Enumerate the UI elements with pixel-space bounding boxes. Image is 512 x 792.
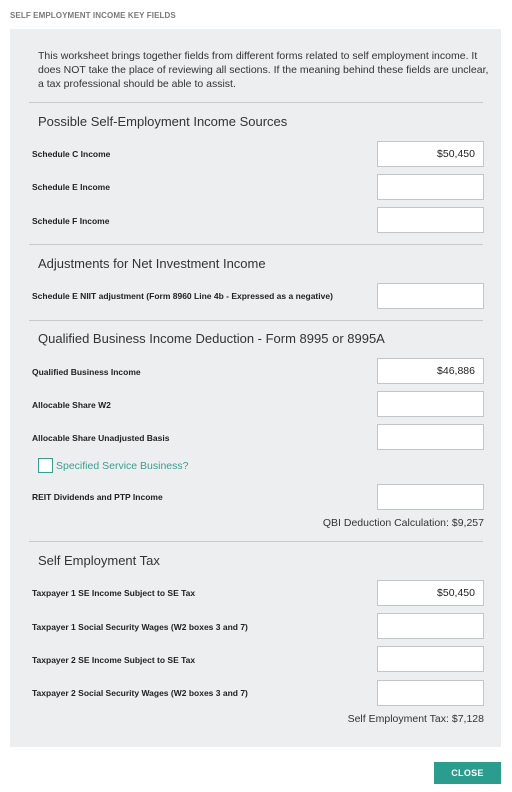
section-title-niit: Adjustments for Net Investment Income	[38, 256, 266, 271]
specified-service-business-checkbox[interactable]	[38, 458, 53, 473]
specified-service-business-label[interactable]: Specified Service Business?	[56, 459, 189, 472]
schedule-e-income-label: Schedule E Income	[32, 182, 110, 192]
niit-adjustment-input[interactable]	[377, 283, 484, 309]
section-title-qbi: Qualified Business Income Deduction - Form 8995 or 8995A	[38, 331, 385, 346]
section-title-income-sources: Possible Self-Employment Income Sources	[38, 114, 288, 129]
qbi-deduction-calculation	[323, 517, 484, 529]
qbi-label: Qualified Business Income	[32, 367, 141, 377]
tp2-se-income-label: Taxpayer 2 SE Income Subject to SE Tax	[32, 655, 196, 665]
se-tax-value: $7,128	[451, 713, 484, 725]
reit-dividends-input[interactable]	[377, 484, 484, 510]
allocable-share-basis-input[interactable]	[377, 424, 484, 450]
schedule-c-income-label: Schedule C Income	[32, 149, 111, 159]
schedule-f-income-input[interactable]	[377, 207, 484, 233]
schedule-c-income-input[interactable]: $50,450	[377, 141, 484, 167]
self-employment-tax-calculation	[348, 713, 484, 725]
close-button[interactable]: CLOSE	[434, 762, 501, 784]
niit-adjustment-label: Schedule E NIIT adjustment (Form 8960 Line 4b - Expressed as a negative)	[32, 291, 333, 301]
tp2-ss-wages-input[interactable]	[377, 680, 484, 706]
tp1-ss-wages-label: Taxpayer 1 Social Security Wages (W2 boxes 3 and 7)	[32, 622, 248, 632]
qbi-calc-label: QBI Deduction Calculation:	[322, 517, 449, 529]
schedule-e-income-input[interactable]	[377, 174, 484, 200]
reit-dividends-label: REIT Dividends and PTP Income	[32, 492, 163, 502]
specified-service-business-row[interactable]	[38, 458, 189, 473]
intro-text: This worksheet brings together fields from different forms related to self employment income. It does NOT take the place of reviewing all sections. If the meaning behind these fields are unclear, a tax professional should be able to assist.	[38, 50, 489, 90]
tp2-se-income-input[interactable]	[377, 646, 484, 672]
tp1-se-income-input[interactable]: $50,450	[377, 580, 484, 606]
allocable-share-basis-label: Allocable Share Unadjusted Basis	[32, 433, 170, 443]
divider	[29, 541, 483, 542]
allocable-share-w2-label: Allocable Share W2	[32, 400, 111, 410]
allocable-share-w2-input[interactable]	[377, 391, 484, 417]
divider	[29, 244, 483, 245]
divider	[29, 102, 483, 103]
tp2-ss-wages-label: Taxpayer 2 Social Security Wages (W2 boxes 3 and 7)	[32, 688, 248, 698]
section-title-se-tax: Self Employment Tax	[38, 553, 160, 568]
divider	[29, 320, 483, 321]
tp1-ss-wages-input[interactable]	[377, 613, 484, 639]
dialog-title: SELF EMPLOYMENT INCOME KEY FIELDS	[10, 11, 176, 20]
tp1-se-income-label: Taxpayer 1 SE Income Subject to SE Tax	[32, 588, 196, 598]
worksheet-panel	[10, 29, 501, 747]
qbi-calc-value: $9,257	[451, 517, 484, 529]
schedule-f-income-label: Schedule F Income	[32, 216, 110, 226]
se-tax-label: Self Employment Tax:	[347, 713, 449, 725]
qbi-input[interactable]: $46,886	[377, 358, 484, 384]
